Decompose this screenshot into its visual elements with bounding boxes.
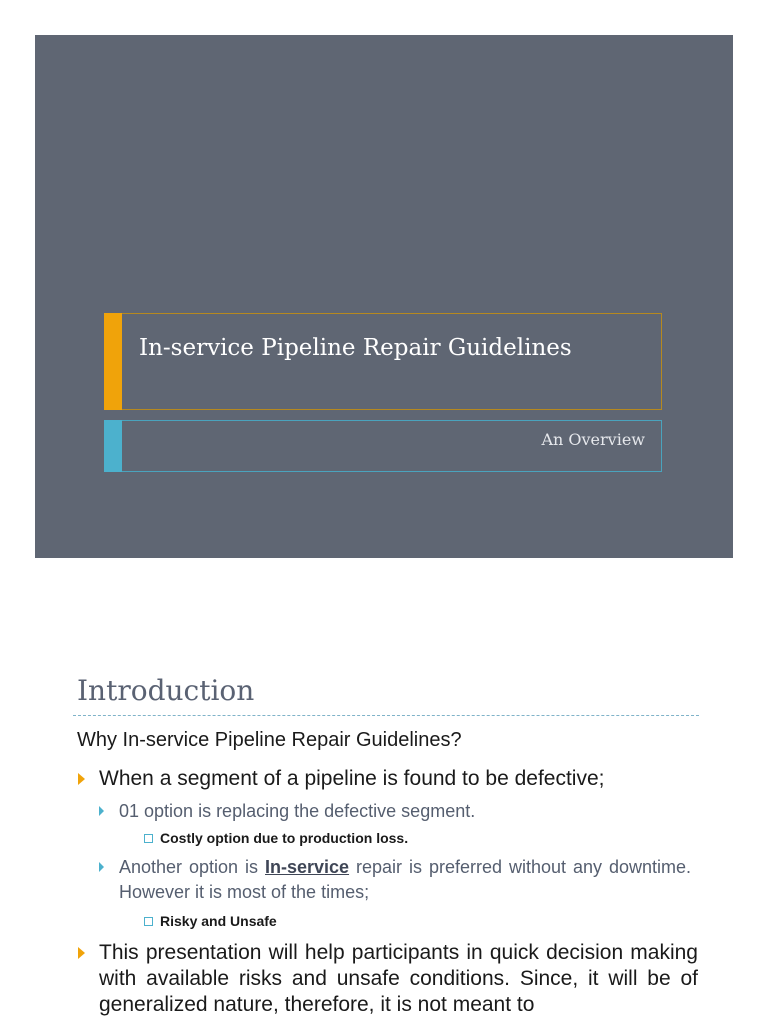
sub-bullet-item [99,855,691,905]
square-bullet-icon [144,834,153,843]
arrow-bullet-icon [99,862,104,872]
square-bullet-icon [144,917,153,926]
detail-item [144,830,408,846]
sub-bullet-text: 01 option is replacing the defective segment. [119,801,476,821]
bullet-text: This presentation will help participants in quick decision making with available risks and unsafe conditions. Since, it will be of generalized nature, therefore, it is not meant to [99,941,698,1016]
detail-text: Costly option due to production loss. [160,830,409,846]
detail-item [144,913,277,929]
heading-divider [73,715,699,716]
title-frame [104,313,662,410]
detail-text: Risky and Unsafe [160,913,277,929]
arrow-bullet-icon [78,947,85,959]
introduction-slide [35,650,733,1024]
sub-bullet-text-lead: Another option is [119,857,265,877]
title-accent-bar [104,313,122,410]
in-service-term: In-service [265,857,350,877]
arrow-bullet-icon [78,773,85,785]
sub-bullet-text-tail: repair is preferred without any downtime. However it is most of the times; [119,857,692,902]
arrow-bullet-icon [99,806,104,816]
bullet-item [78,940,698,1018]
title-slide [35,35,733,558]
slide-subtitle: An Overview [541,430,645,449]
slide-title: In-service Pipeline Repair Guidelines [139,335,572,361]
bullet-text: When a segment of a pipeline is found to be defective; [99,767,605,790]
subtitle-accent-bar [104,420,122,472]
sub-bullet-text [119,855,691,905]
section-heading: Introduction [77,674,255,707]
intro-question: Why In-service Pipeline Repair Guidelines? [77,729,462,751]
sub-bullet-item [99,799,699,824]
bullet-item [78,766,698,792]
